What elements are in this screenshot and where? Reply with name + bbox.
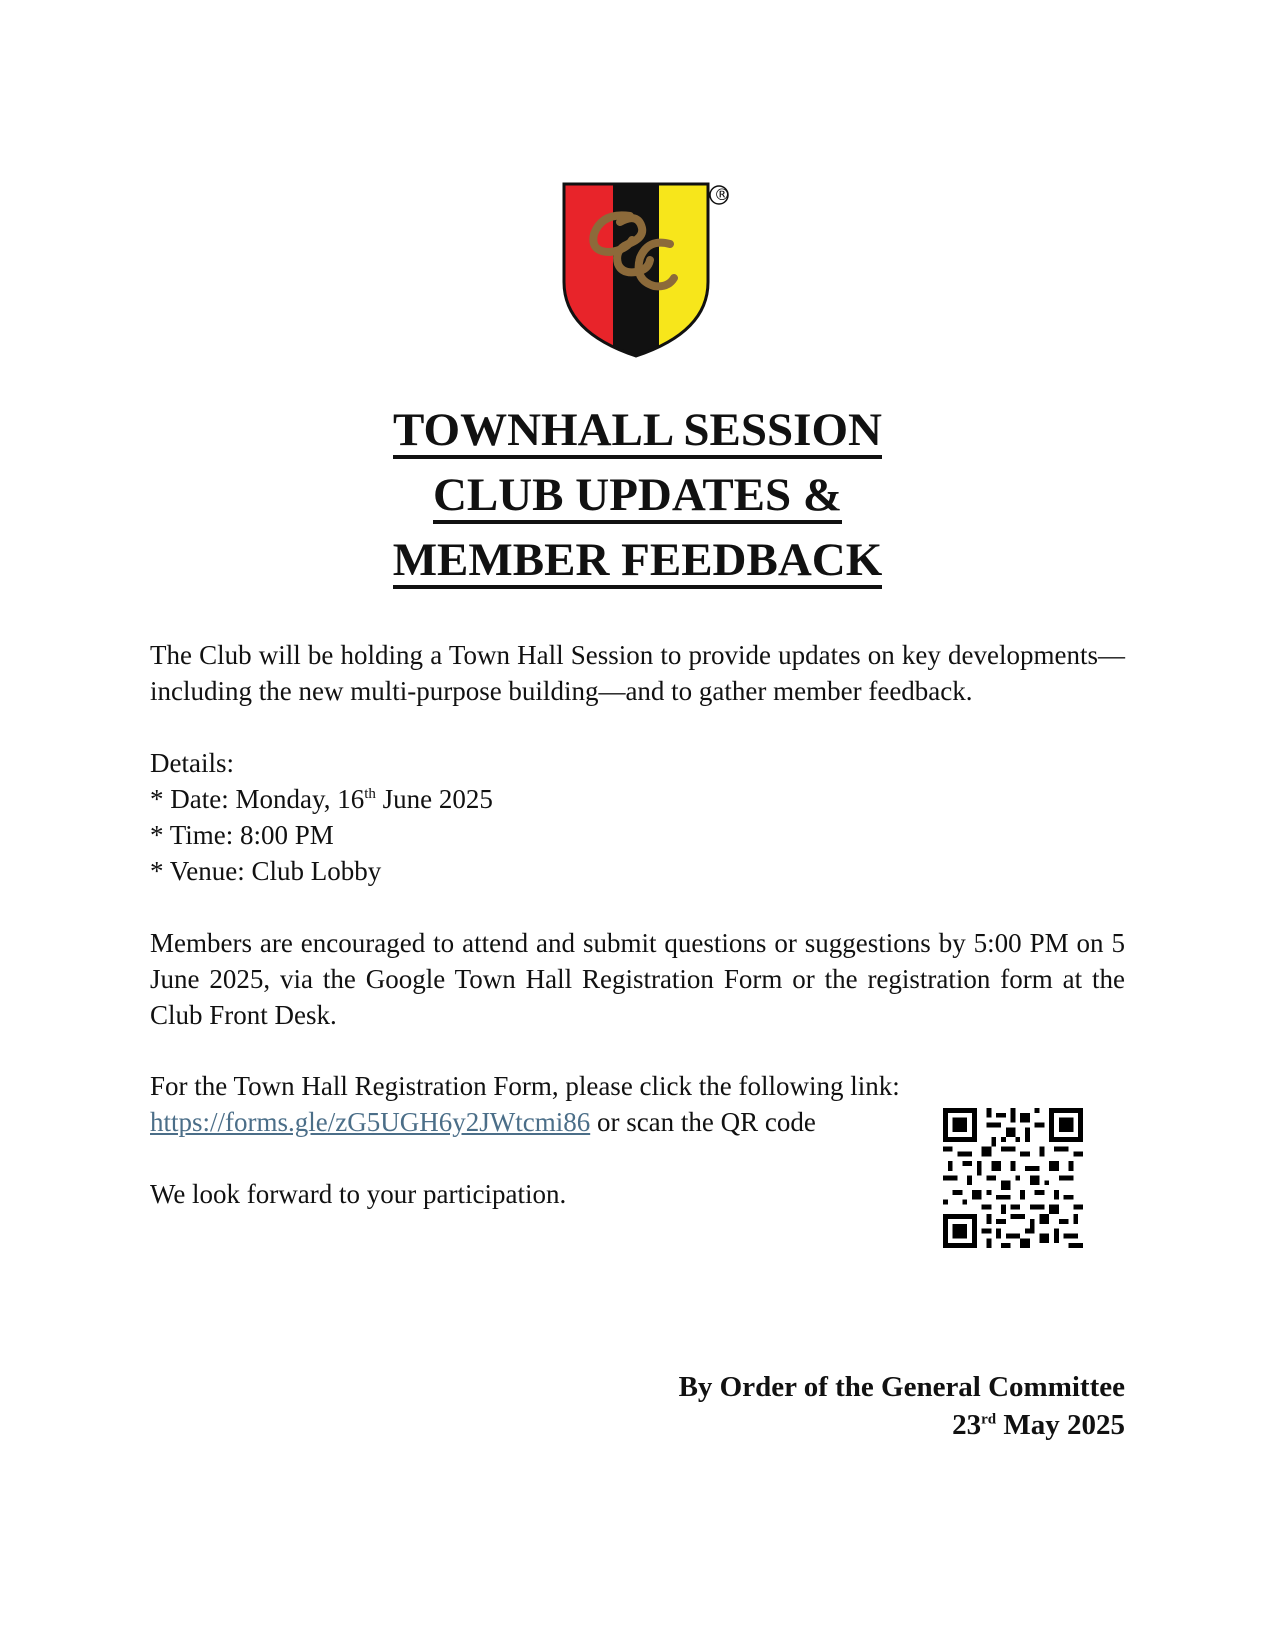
signature-line: By Order of the General Committee [678, 1371, 1125, 1403]
registration-lead: For the Town Hall Registration Form, please click the following link: [150, 1071, 900, 1101]
signature-block [550, 1368, 1125, 1444]
closing-line: We look forward to your participation. [150, 1179, 567, 1209]
qr-instruction: or scan the QR code [590, 1107, 816, 1137]
title-line-1: TOWNHALL SESSION [393, 405, 882, 459]
details-block [150, 745, 1125, 889]
signature-date: 23rd May 2025 [952, 1409, 1125, 1441]
detail-time: * Time: 8:00 PM [150, 820, 334, 850]
intro-paragraph: The Club will be holding a Town Hall Session to provide updates on key developments—including the new multi-purpose building—and to gather member feedback. [150, 640, 1125, 706]
page-title [0, 400, 1275, 595]
detail-date: * Date: Monday, 16th June 2025 [150, 784, 493, 814]
details-heading: Details: [150, 748, 234, 778]
members-paragraph: Members are encouraged to attend and submit questions or suggestions by 5:00 PM on 5 June 2025, via the Google Town Hall Registration Form or the registration form at the Club Front Desk. [150, 928, 1125, 1030]
qr-code-icon[interactable] [943, 1108, 1083, 1248]
registered-mark: ® [714, 185, 730, 204]
title-line-2: CLUB UPDATES & [433, 470, 842, 524]
detail-venue: * Venue: Club Lobby [150, 856, 382, 886]
title-line-3: MEMBER FEEDBACK [393, 535, 883, 589]
club-shield-logo [562, 182, 732, 358]
registration-form-link[interactable]: https://forms.gle/zG5UGH6y2JWtcmi86 [150, 1107, 591, 1137]
